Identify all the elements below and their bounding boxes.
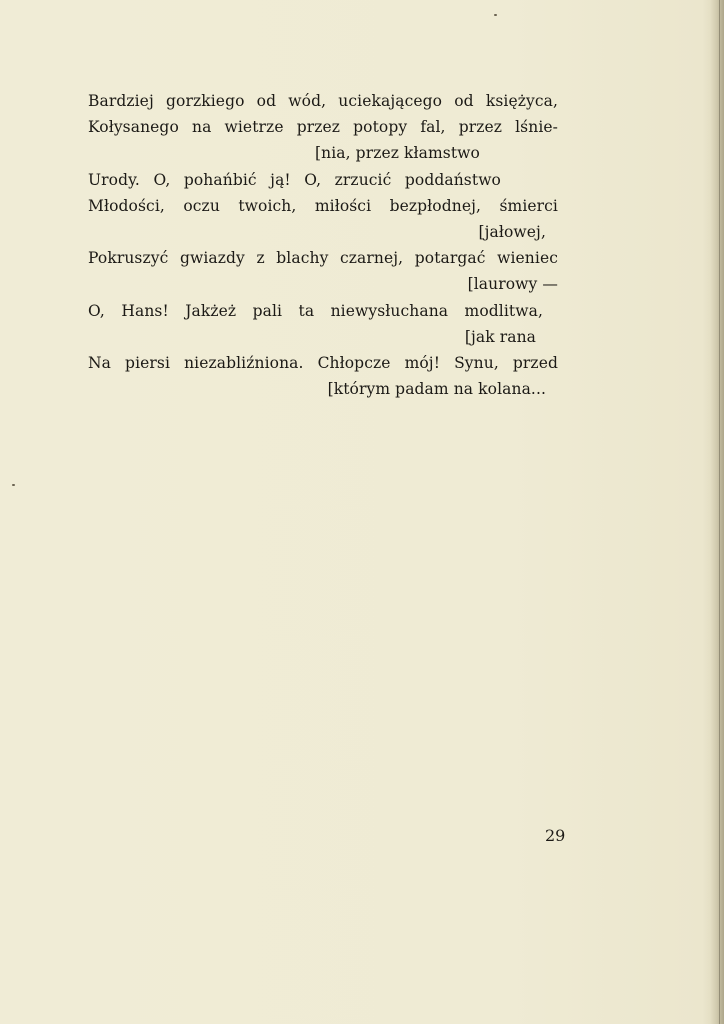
poem-line-6-continuation: [jałowej, (478, 222, 546, 241)
paper-speck (12, 484, 15, 486)
poem-text (88, 88, 568, 402)
poem-line-7: Pokruszyć gwiazdy z blachy czarnej, potargać wieniec (88, 249, 558, 268)
poem-line-3-continuation: [nia, przez kłamstwo (315, 144, 480, 163)
poem-line-2: Kołysanego na wietrze przez potopy fal, przez lśnie- (88, 118, 558, 137)
poem-line-11: Na piersi niezabliźniona. Chłopcze mój! Synu, przed (88, 353, 558, 372)
page-edge-shadow (710, 0, 724, 1024)
page-number: 29 (545, 826, 566, 845)
poem-line-5: Młodości, oczu twoich, miłości bezpłodnej, śmierci (88, 196, 558, 215)
poem-line-10-continuation: [jak rana (464, 327, 536, 346)
paper-speck (494, 14, 497, 16)
poem-line-9: O, Hans! Jakżeż pali ta niewysłuchana modlitwa, (88, 301, 543, 320)
page-edge-line (719, 0, 720, 1024)
poem-line-4: Urody. O, pohańbić ją! O, zrzucić poddaństwo (88, 170, 501, 189)
poem-line-12-continuation: [którym padam na kolana... (327, 380, 546, 399)
poem-line-1: Bardziej gorzkiego od wód, uciekającego od księżyca, (88, 92, 558, 110)
poem-line-8-continuation: [laurowy — (467, 275, 558, 294)
